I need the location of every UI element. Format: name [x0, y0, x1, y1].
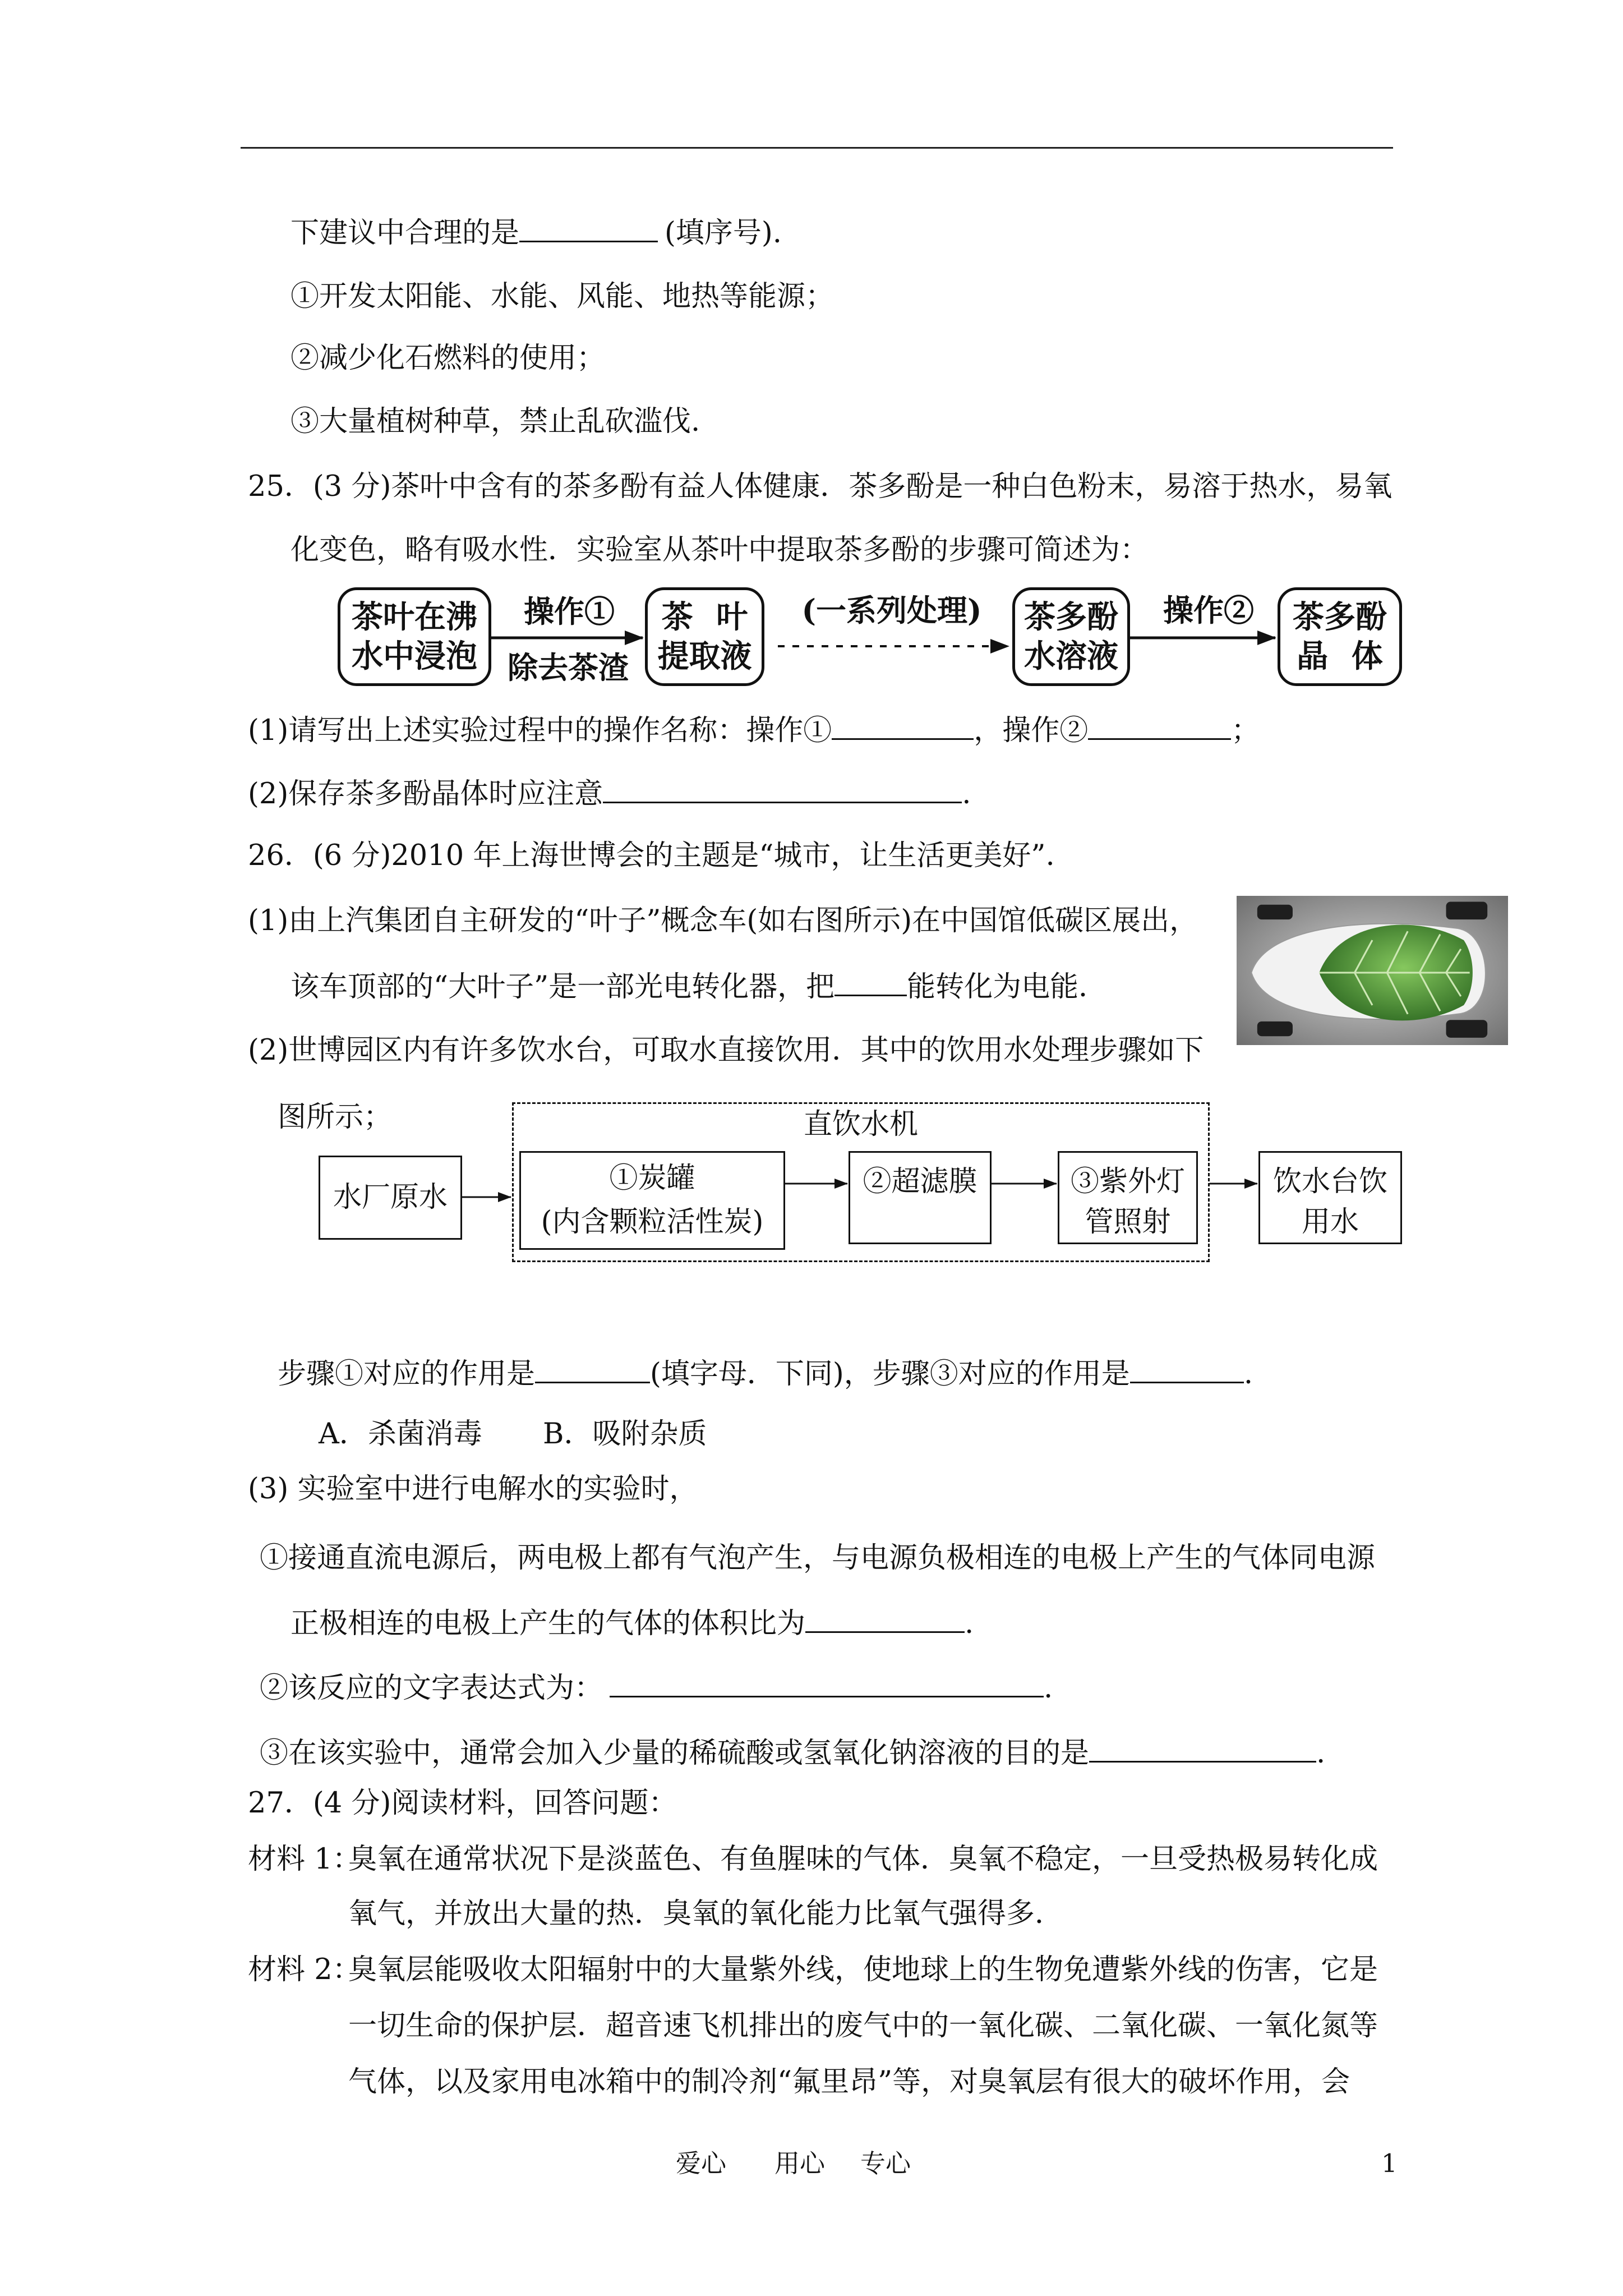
flow-op1-note: 除去茶渣 — [508, 650, 629, 685]
water-machine-title: 直饮水机 — [803, 1108, 918, 1141]
q24-option-2: ②减少化石燃料的使用； — [291, 342, 606, 375]
flow-op2-label: 操作② — [1163, 592, 1254, 628]
q26-part3-text: ②该反应的文字表达式为： — [260, 1672, 603, 1705]
q25-part1-line — [248, 712, 1260, 748]
q24-option-3: ③大量植树种草，禁止乱砍滥伐. — [291, 405, 700, 438]
q26-part2-question-text: . — [1243, 1358, 1253, 1391]
q26-choice-b: B．吸附杂质 — [543, 1418, 707, 1451]
q24-stem-text: 下建议中合理的是 — [291, 217, 520, 250]
flow-step-text: 晶 体 — [1297, 638, 1383, 675]
flow-source-box — [319, 1156, 462, 1240]
q24-stem-suffix: (填序号). — [665, 217, 782, 250]
flow-step-text: 水溶液 — [1024, 638, 1118, 675]
q25-intro-line-2: 化变色，略有吸水性．实验室从茶叶中提取茶多酚的步骤可简述为： — [291, 533, 1149, 567]
car-wheel — [1446, 1020, 1488, 1038]
answer-blank — [832, 712, 974, 740]
q26-part3-text: . — [1316, 1737, 1326, 1770]
answer-blank — [1088, 712, 1231, 740]
answer-blank — [519, 215, 658, 242]
flow-step-text: 茶多酚 — [1024, 599, 1118, 636]
q26-part2-line-1: (2)世博园区内有许多饮水台，可取水直接饮用．其中的饮用水处理步骤如下 — [248, 1034, 1204, 1067]
q27-material-2-line-2: 一切生命的保护层．超音速飞机排出的废气中的一氧化碳、二氧化碳、一氧化氮等 — [348, 2009, 1378, 2042]
q26-stem: 26．(6 分)2010 年上海世博会的主题是“城市，让生活更美好”. — [248, 839, 1055, 872]
footer-motto-1: 爱心 — [676, 2148, 727, 2178]
car-wheel — [1257, 905, 1293, 919]
header-rule — [241, 147, 1393, 149]
q26-part3-text: ③在该实验中，通常会加入少量的稀硫酸或氢氧化钠溶液的目的是 — [260, 1737, 1090, 1770]
answer-blank — [603, 776, 962, 803]
q24-stem-line — [291, 215, 782, 250]
flow-step-text: 水中浸泡 — [352, 638, 477, 675]
q26-part3-intro: (3) 实验室中进行电解水的实验时， — [248, 1473, 698, 1506]
q26-part1-text: 该车顶部的“大叶子”是一部光电转化器，把 — [291, 970, 835, 1004]
q25-part2-text: . — [962, 777, 971, 811]
q27-material-1-label: 材料 1： — [248, 1843, 361, 1876]
flow-output-text: 饮水台饮 — [1272, 1165, 1387, 1198]
q27-material-1-line-2: 氧气，并放出大量的热．臭氧的氧化能力比氧气强得多． — [348, 1897, 1064, 1930]
flow-output-box — [1258, 1151, 1402, 1244]
q24-option-1: ①开发太阳能、水能、风能、地热等能源； — [291, 280, 834, 313]
footer-motto-3: 专心 — [860, 2148, 911, 2178]
q27-stem: 27．(4 分)阅读材料，回答问题： — [248, 1787, 677, 1820]
car-wheel — [1257, 1022, 1293, 1036]
q27-material-2-line-1: 臭氧层能吸收太阳辐射中的大量紫外线，使地球上的生物免遭紫外线的伤害，它是 — [348, 1953, 1378, 1986]
q26-part2-question-line — [278, 1356, 1253, 1391]
flow-step-text: 茶叶在沸 — [352, 599, 477, 636]
q26-part3-item2-line — [260, 1670, 1053, 1705]
page-number: 1 — [1381, 2148, 1398, 2178]
q26-part3-text: 正极相连的电极上产生的气体的体积比为 — [291, 1607, 806, 1640]
flow-step-text: ①炭罐 — [609, 1162, 695, 1195]
answer-blank — [1089, 1735, 1316, 1763]
car-wheel — [1446, 902, 1488, 920]
q25-part2-text: (2)保存茶多酚晶体时应注意 — [248, 777, 603, 811]
flow-op1-label: 操作① — [524, 593, 615, 629]
q27-material-2-label: 材料 2： — [248, 1953, 361, 1986]
flow-step-extract-box — [645, 587, 764, 686]
q26-part3-item1-line-2 — [291, 1605, 974, 1641]
q25-intro-line-1: 25．(3 分)茶叶中含有的茶多酚有益人体健康．茶多酚是一种白色粉末，易溶于热水，易氧 — [248, 470, 1393, 503]
answer-blank — [805, 1605, 965, 1633]
q26-part1-text: 能转化为电能． — [907, 970, 1108, 1004]
flow-step-text: 茶多酚 — [1293, 599, 1387, 636]
answer-blank — [535, 1356, 650, 1383]
q25-part1-text: ； — [1231, 714, 1260, 747]
q27-material-2-line-3: 气体，以及家用电冰箱中的制冷剂“氟里昂”等，对臭氧层有很大的破坏作用，会 — [348, 2065, 1350, 2099]
q26-part2-question-text: 步骤①对应的作用是 — [278, 1358, 536, 1391]
flow-step-soak-box — [338, 587, 491, 686]
q26-part3-item3-line — [260, 1735, 1325, 1770]
water-flow-arrows — [462, 1167, 1264, 1223]
answer-blank — [1130, 1356, 1244, 1383]
q26-part3-item1-line-1: ①接通直流电源后，两电极上都有气泡产生，与电源负极相连的电极上产生的气体同电源 — [260, 1542, 1376, 1575]
q25-part1-text: (1)请写出上述实验过程中的操作名称：操作① — [248, 714, 832, 747]
flow-step-solution-box — [1012, 587, 1130, 686]
flow-process-label: (一系列处理) — [801, 592, 982, 628]
flow-step-crystal-box — [1278, 587, 1402, 686]
q26-part2-question-text: (填字母．下同)，步骤③对应的作用是 — [650, 1358, 1130, 1391]
answer-blank — [834, 969, 907, 996]
flow-step-text: ②超滤膜 — [863, 1165, 978, 1198]
leaf-concept-car-photo — [1237, 896, 1508, 1045]
flow-output-text: 用水 — [1301, 1205, 1359, 1239]
q26-choice-a: A．杀菌消毒 — [319, 1418, 482, 1451]
q25-part2-line — [248, 776, 971, 811]
q26-part2-line-2: 图所示； — [278, 1101, 393, 1134]
answer-blank — [610, 1670, 1044, 1697]
flow-step-text: 管照射 — [1085, 1205, 1171, 1239]
q26-part1-line-2 — [291, 969, 1107, 1004]
q27-material-1-line-1: 臭氧在通常状况下是淡蓝色、有鱼腥味的气体．臭氧不稳定，一旦受热极易转化成 — [348, 1843, 1378, 1876]
flow-step-text: 茶 叶 — [661, 599, 748, 636]
flow-step-text: 提取液 — [657, 638, 752, 675]
q26-part3-text: . — [965, 1607, 974, 1640]
q26-part1-line-1: (1)由上汽集团自主研发的“叶子”概念车(如右图所示)在中国馆低碳区展出， — [248, 904, 1198, 937]
q25-part1-text: ，操作② — [974, 714, 1089, 747]
q26-part3-text: . — [1044, 1672, 1053, 1705]
flow-source-text: 水厂原水 — [333, 1181, 448, 1214]
flow-step-text: (内含颗粒活性炭) — [541, 1205, 764, 1239]
flow-step-text: ③紫外灯 — [1070, 1165, 1185, 1198]
footer-motto-2: 用心 — [774, 2148, 826, 2178]
